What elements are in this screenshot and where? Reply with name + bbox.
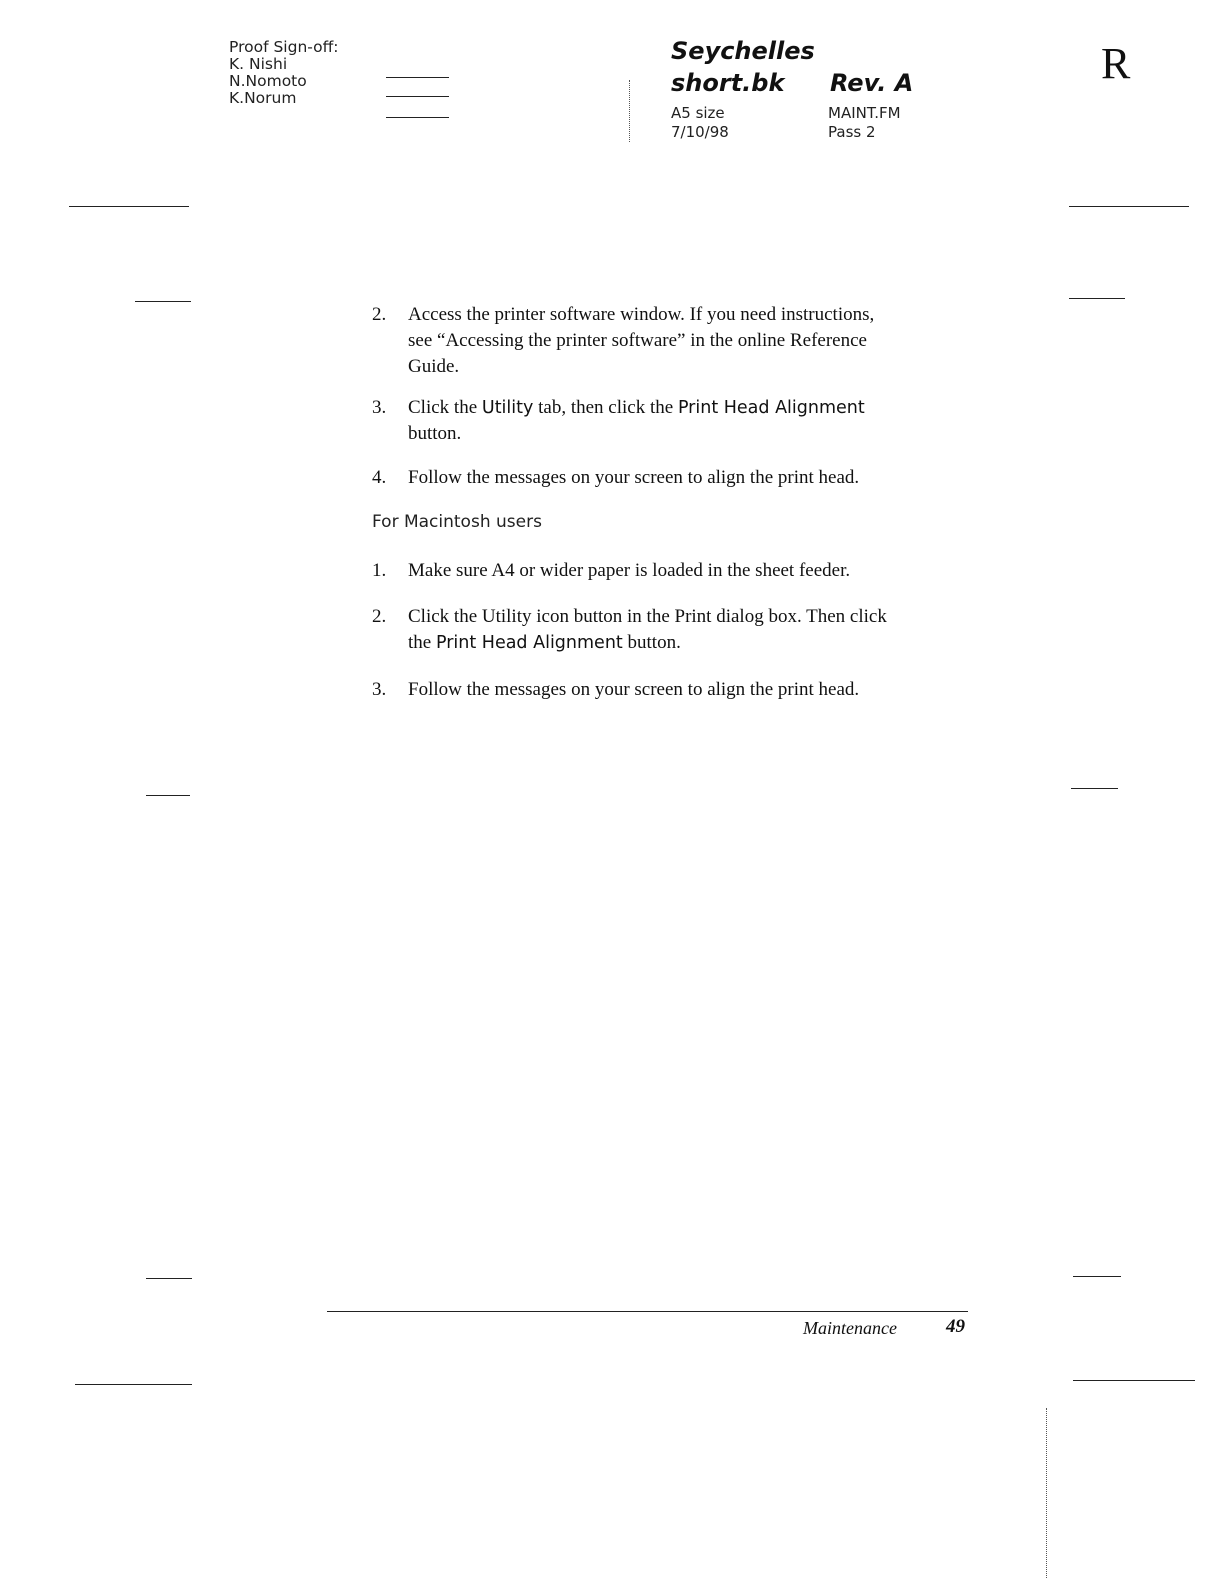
crop-mark xyxy=(135,301,191,302)
step-number: 4. xyxy=(372,467,387,488)
step-number: 3. xyxy=(372,397,387,418)
list-item xyxy=(372,677,972,703)
step-text-line: see “Accessing the printer software” in the online Reference xyxy=(408,330,867,351)
footer-section-name: Maintenance xyxy=(803,1318,897,1338)
step-text-line: Guide. xyxy=(408,356,460,377)
list-item xyxy=(372,558,972,584)
signature-line xyxy=(386,77,449,78)
utility-tab-reference: Utility xyxy=(481,398,534,418)
print-head-alignment-reference: Print Head Alignment xyxy=(435,633,623,653)
section-heading-macintosh: For Macintosh users xyxy=(372,512,542,532)
crop-mark xyxy=(1073,1276,1121,1277)
crop-mark xyxy=(69,206,189,207)
signature-line xyxy=(386,96,449,97)
crop-mark xyxy=(1071,788,1118,789)
header-file-name: MAINT.FM xyxy=(828,104,901,122)
signature-line xyxy=(386,117,449,118)
list-item xyxy=(372,604,972,656)
header-project-title: Seychelles xyxy=(671,37,815,65)
proof-name-3: K.Norum xyxy=(229,89,297,107)
header-date: 7/10/98 xyxy=(671,123,729,141)
step-text-line xyxy=(408,630,972,656)
step-text-line: Follow the messages on your screen to align the print head. xyxy=(408,467,860,488)
step-text: tab, then click the xyxy=(533,397,678,418)
step-text-line xyxy=(408,395,972,421)
footer-rule xyxy=(327,1311,968,1312)
step-text-line: Make sure A4 or wider paper is loaded in the sheet feeder. xyxy=(408,560,851,581)
header-page-size: A5 size xyxy=(671,104,725,122)
step-text: button. xyxy=(622,632,681,653)
header-revision: Rev. A xyxy=(830,69,914,97)
header-dotted-divider xyxy=(629,80,630,142)
proof-name-2: N.Nomoto xyxy=(229,72,307,90)
margin-dotted-line xyxy=(1046,1408,1047,1578)
proof-name-1: K. Nishi xyxy=(229,55,288,73)
step-text-line: Follow the messages on your screen to align the print head. xyxy=(408,679,860,700)
crop-mark xyxy=(146,795,190,796)
step-text-line: Access the printer software window. If you need instructions, xyxy=(408,304,875,325)
list-item xyxy=(372,465,972,491)
list-item xyxy=(372,302,972,380)
step-number: 1. xyxy=(372,560,387,581)
proof-signoff-block xyxy=(229,39,339,107)
corner-registration-mark: R xyxy=(1101,39,1131,88)
crop-mark xyxy=(1069,206,1189,207)
footer-page-number: 49 xyxy=(946,1316,965,1337)
step-text-line: button. xyxy=(408,423,462,444)
print-head-alignment-reference: Print Head Alignment xyxy=(677,398,865,418)
step-number: 2. xyxy=(372,606,387,627)
header-pass: Pass 2 xyxy=(828,123,876,141)
list-item xyxy=(372,395,972,447)
crop-mark xyxy=(1073,1380,1195,1381)
crop-mark xyxy=(75,1384,192,1385)
step-text-line: Click the Utility icon button in the Print dialog box. Then click xyxy=(408,606,887,627)
step-number: 3. xyxy=(372,679,387,700)
crop-mark xyxy=(146,1278,192,1279)
header-book-name: short.bk xyxy=(671,69,785,97)
step-text: Click the xyxy=(408,397,482,418)
step-text: the xyxy=(408,632,436,653)
crop-mark xyxy=(1069,298,1125,299)
step-number: 2. xyxy=(372,304,387,325)
proof-signoff-title: Proof Sign-off: xyxy=(229,38,339,56)
